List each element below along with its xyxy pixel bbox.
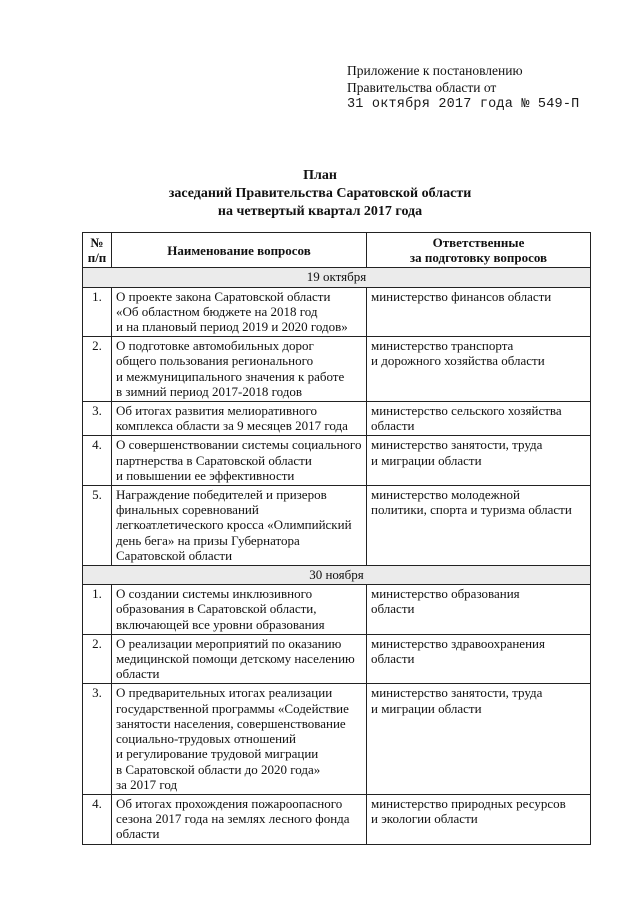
responsible-cell [367, 585, 591, 635]
table-row [83, 634, 591, 684]
question-line: Награждение победителей и призеров [116, 487, 327, 503]
question-line: О реализации мероприятий по оказанию [116, 635, 342, 651]
table-row [83, 585, 591, 635]
question-cell [112, 486, 367, 566]
responsible-line: министерство здравоохранения [371, 635, 545, 651]
responsible-cell [367, 486, 591, 566]
table-row [83, 486, 591, 566]
date-row [83, 268, 591, 287]
question-line: занятости населения, совершенствование [116, 715, 346, 731]
question-cell [112, 436, 367, 486]
question-line: за 2017 год [116, 776, 178, 792]
header-number [83, 233, 112, 268]
header-question: Наименование вопросов [112, 233, 367, 268]
question-line: Об итогах развития мелиоративного [116, 403, 318, 419]
table-row [83, 794, 591, 844]
responsible-line: министерство природных ресурсов [371, 795, 566, 811]
question-line: области [116, 666, 160, 682]
question-line: образования в Саратовской области, [116, 601, 317, 617]
question-cell [112, 634, 367, 684]
question-line: в зимний период 2017-2018 годов [116, 383, 302, 399]
responsible-line: министерство финансов области [371, 288, 552, 304]
meeting-date: 19 октября [83, 268, 591, 287]
title-line-3: на четвертый квартал 2017 года [217, 204, 423, 219]
title-line-2: заседаний Правительства Саратовской области [168, 186, 472, 201]
resolution-stamp: 31 октября 2017 года № 549-П [347, 97, 580, 112]
responsible-line: области [371, 601, 415, 617]
question-line: финальных соревнований [116, 502, 259, 518]
question-line: день бега» на призы Губернатора [116, 532, 300, 548]
question-line: общего пользования регионального [116, 353, 314, 369]
header-number-line-2: п/п [87, 250, 107, 266]
question-line: и регулирование трудовой миграции [116, 746, 319, 762]
question-line: области [116, 826, 160, 842]
responsible-cell [367, 402, 591, 436]
question-cell [112, 585, 367, 635]
row-number: 2. [83, 634, 112, 684]
appendix-line-2: Правительства области от [347, 80, 497, 95]
question-line: О предварительных итогах реализации [116, 685, 333, 701]
responsible-cell [367, 436, 591, 486]
question-line: Саратовской области [116, 547, 233, 563]
question-line: социально-трудовых отношений [116, 731, 296, 747]
question-line: О проекте закона Саратовской области [116, 288, 331, 304]
question-line: в Саратовской области до 2020 года» [116, 761, 321, 777]
responsible-line: и дорожного хозяйства области [371, 353, 545, 369]
row-number: 1. [83, 287, 112, 337]
responsible-line: министерство сельского хозяйства [371, 403, 562, 419]
question-cell [112, 287, 367, 337]
plan-table [82, 232, 591, 845]
row-number: 5. [83, 486, 112, 566]
responsible-cell [367, 337, 591, 402]
responsible-cell [367, 794, 591, 844]
question-cell [112, 684, 367, 794]
responsible-line: министерство молодежной [371, 487, 521, 503]
responsible-cell [367, 287, 591, 337]
appendix-line-1: Приложение к постановлению [347, 63, 523, 78]
row-number: 2. [83, 337, 112, 402]
question-line: «Об областном бюджете на 2018 год [116, 303, 318, 319]
row-number: 3. [83, 402, 112, 436]
row-number: 4. [83, 794, 112, 844]
question-line: и на плановый период 2019 и 2020 годов» [116, 319, 348, 335]
row-number: 3. [83, 684, 112, 794]
row-number: 1. [83, 585, 112, 635]
responsible-line: и миграции области [371, 452, 482, 468]
date-row [83, 566, 591, 585]
question-line: медицинской помощи детскому населению [116, 651, 355, 667]
title-line-1: План [303, 168, 337, 183]
question-line: комплекса области за 9 месяцев 2017 года [116, 418, 348, 434]
responsible-line: области [371, 418, 415, 434]
question-line: сезона 2017 года на землях лесного фонда [116, 811, 350, 827]
responsible-line: министерство транспорта [371, 338, 514, 354]
responsible-cell [367, 634, 591, 684]
question-line: и межмуниципального значения к работе [116, 368, 345, 384]
plan-table-body [83, 268, 591, 844]
meeting-date: 30 ноября [83, 566, 591, 585]
document-title [0, 167, 640, 221]
responsible-line: области [371, 651, 415, 667]
question-line: партнерства в Саратовской области [116, 452, 312, 468]
question-line: Об итогах прохождения пожароопасного [116, 795, 343, 811]
appendix-header [347, 62, 579, 113]
table-row [83, 436, 591, 486]
header-responsible [367, 233, 591, 268]
responsible-line: и миграции области [371, 700, 482, 716]
question-line: включающей все уровни образования [116, 616, 325, 632]
responsible-line: министерство занятости, труда [371, 685, 543, 701]
question-line: государственной программы «Содействие [116, 700, 349, 716]
question-cell [112, 402, 367, 436]
responsible-cell [367, 684, 591, 794]
question-line: О подготовке автомобильных дорог [116, 338, 314, 354]
header-number-line-1: № [90, 235, 104, 250]
table-row [83, 287, 591, 337]
responsible-line: политики, спорта и туризма области [371, 502, 572, 518]
responsible-line: министерство образования [371, 586, 520, 602]
question-cell [112, 794, 367, 844]
responsible-line: и экологии области [371, 811, 478, 827]
question-line: О создании системы инклюзивного [116, 586, 313, 602]
table-header-row [83, 233, 591, 268]
question-cell [112, 337, 367, 402]
header-responsible-line-2: за подготовку вопросов [409, 250, 548, 266]
header-responsible-line-1: Ответственные [432, 235, 525, 250]
table-row [83, 337, 591, 402]
question-line: легкоатлетического кросса «Олимпийский [116, 517, 352, 533]
table-row [83, 402, 591, 436]
table-row [83, 684, 591, 794]
responsible-line: министерство занятости, труда [371, 437, 543, 453]
question-line: и повышении ее эффективности [116, 467, 295, 483]
question-line: О совершенствовании системы социального [116, 437, 362, 453]
row-number: 4. [83, 436, 112, 486]
